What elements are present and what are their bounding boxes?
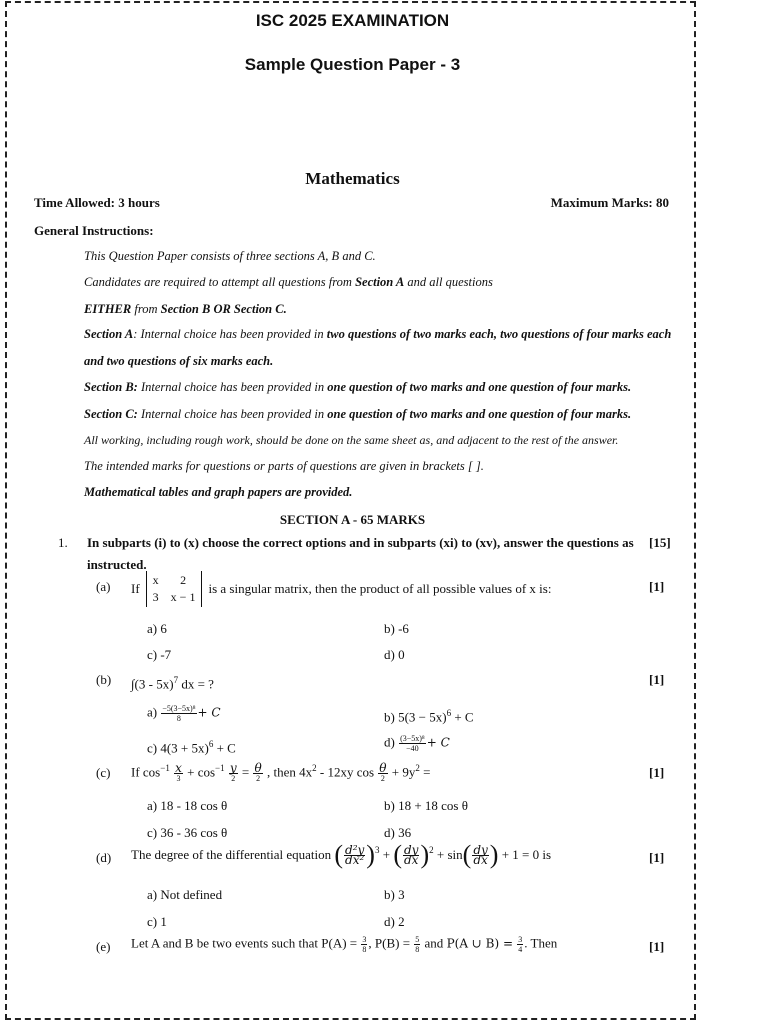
question-1-text-line2: instructed. [87,557,147,572]
subpart-a-text-pre: If [131,581,140,596]
option-d: d) $\frac{\text{(3−5x)⁸}}{-40}$ + C [384,734,450,753]
instruction-7: Section C: Internal choice has been provided in one question of two marks and one question of four marks. [84,407,632,421]
subpart-e-question: Let A and B be two events such that P(A) = $\frac{3}{8}$ , P(B) = $\frac{5}{8}$ and P(A ∪ B) = $\frac{3}{4}$ . Then [131,935,558,954]
subpart-c-question: If $\cos^{-1}$ $\frac{x}{3}$ + $\cos^{-1}$ $\frac{y}{2}$ = $\frac{\theta}{2}$ , then $4x^2 - 12xy$ cos $\frac{\theta}{2}$ + $9y^2$ = [131,760,431,783]
option-d: d) 36 [384,825,412,840]
subject-title: Mathematics [305,169,400,188]
subpart-d-question: The degree of the differential equation ( $\frac{\text{d²y}}{\text{dx²}}$ ) $^3$ + ( $\frac{dy}{dx}$ ) $^2$ + sin ( $\frac{dy}{dx}$ ) + 1 = 0 is [131,840,552,869]
subpart-c-label: (c) [96,765,111,780]
matrix-cell: x [152,573,159,587]
option-b: b) -6 [384,621,409,636]
question-1-number: 1. [58,535,68,550]
matrix-cell: x − 1 [170,590,196,604]
maximum-marks: Maximum Marks: 80 [550,195,669,210]
option-d: d) 2 [384,914,405,929]
subpart-e-marks: [1] [649,939,665,954]
option-a: a) Not defined [147,887,223,902]
instruction-9: The intended marks for questions or parts of questions are given in brackets [ ]. [84,459,484,473]
paper-title: Sample Question Paper - 3 [244,55,461,74]
subpart-a-marks: [1] [649,579,665,594]
exam-title: ISC 2025 EXAMINATION [255,11,450,30]
instruction-3: EITHER from Section B OR Section C. [84,302,287,316]
subpart-e-label: (e) [96,939,111,954]
instruction-6: Section B: Internal choice has been provided in one question of two marks and one question of four marks. [84,380,632,394]
time-allowed: Time Allowed: 3 hours [34,195,160,210]
question-paper-page [5,1,696,1020]
instruction-2: Candidates are required to attempt all questions from Section A and all questions [84,275,493,289]
subpart-d-marks: [1] [649,850,665,865]
option-b: b) 18 + 18 cos θ [384,798,468,813]
subpart-d-text: The degree of the differential equation [131,847,332,862]
subpart-a-label: (a) [96,579,111,594]
option-d: d) 0 [384,647,405,662]
section-a-heading: SECTION A - 65 MARKS [279,512,426,527]
subpart-a-question [131,571,551,607]
option-a: a) 6 [147,621,167,636]
matrix-cell: 3 [152,590,159,604]
option-c: c) 1 [147,914,167,929]
instruction-4: Section A: Internal choice has been provided in two questions of two marks each, two questions of four marks each [84,327,672,341]
instruction-1: This Question Paper consists of three sections A, B and C. [84,249,376,263]
option-c: c) $4(3 + 5x)^6 + C$ [147,739,236,756]
question-1-text-line1: In subparts (i) to (x) choose the correct options and in subparts (xi) to (xv), answer the questions as [87,535,634,550]
option-a: a) 18 - 18 cos θ [147,798,228,813]
option-a: a) $\frac{\text{−5(3−5x)⁸}}{8}$ + C [147,704,221,723]
instruction-8: All working, including rough work, should be done on the same sheet as, and adjacent to the rest of the answer. [84,433,619,447]
subpart-b-label: (b) [96,672,112,687]
subpart-c-marks: [1] [649,765,665,780]
option-c: c) 36 - 36 cos θ [147,825,228,840]
option-c: c) -7 [147,647,172,662]
subpart-a-text-post: is a singular matrix, then the product of all possible values of x is: [208,581,552,596]
matrix [146,571,203,607]
option-b: b) $5(3 - 5x)^6 + C$ [384,708,474,725]
instruction-10: Mathematical tables and graph papers are provided. [84,485,353,499]
subpart-d-label: (d) [96,850,112,865]
question-1-marks: [15] [649,535,671,550]
general-instructions-heading: General Instructions: [34,223,154,238]
option-b: b) 3 [384,887,405,902]
matrix-cell: 2 [180,573,187,587]
instruction-5: and two questions of six marks each. [84,354,274,368]
subpart-b-question: ∫(3 - 5x)$^7$ dx = ? [131,675,214,692]
subpart-b-marks: [1] [649,672,665,687]
